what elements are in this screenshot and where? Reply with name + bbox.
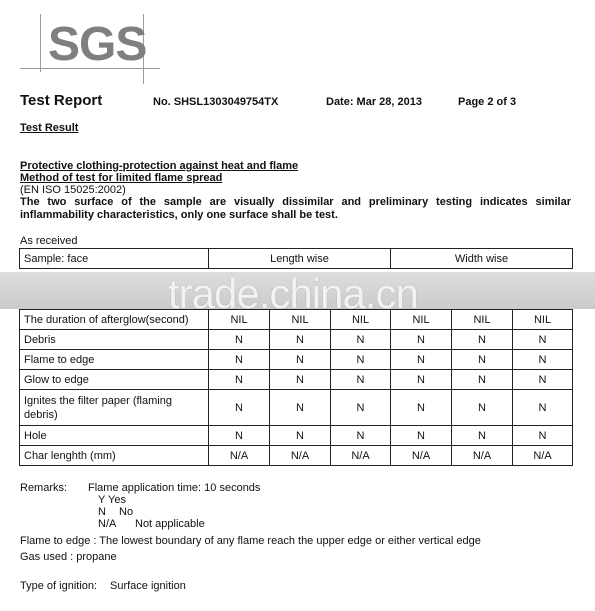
section-title: Test Result	[20, 122, 79, 134]
result-cell: N	[452, 350, 513, 370]
result-cell: N/A	[513, 446, 573, 466]
result-cell: NIL	[209, 310, 270, 330]
result-cell: N	[331, 426, 391, 446]
remarks-text: Flame application time: 10 seconds	[88, 482, 261, 494]
test-description: The two surface of the sample are visually dissimilar and preliminary testing indicates similar inflammability characteristics, only one surface shall be test.	[20, 196, 571, 221]
result-cell: N	[270, 330, 331, 350]
table-row	[20, 426, 573, 446]
table-row	[20, 249, 573, 269]
result-cell: N	[331, 350, 391, 370]
table-row	[20, 310, 573, 330]
results-table	[19, 309, 573, 466]
table-row	[20, 330, 573, 350]
result-cell: N	[452, 370, 513, 390]
result-cell: N/A	[452, 446, 513, 466]
result-cell: NIL	[270, 310, 331, 330]
legend-yes	[98, 494, 126, 506]
logo-line	[40, 14, 41, 72]
ignition-value: Surface ignition	[110, 580, 186, 592]
remarks-label: Remarks:	[20, 482, 68, 494]
result-cell: N	[391, 370, 452, 390]
result-cell: N	[331, 390, 391, 426]
result-cell: N	[209, 350, 270, 370]
logo-text: SGS	[48, 18, 147, 71]
row-label: Debris	[20, 330, 209, 350]
standard-code: (EN ISO 15025:2002)	[20, 184, 126, 196]
table-row	[20, 350, 573, 370]
width-wise-header: Width wise	[391, 249, 573, 269]
gas-used: Gas used : propane	[20, 551, 117, 563]
report-date: Date: Mar 28, 2013	[326, 96, 422, 108]
result-cell: N	[331, 330, 391, 350]
result-cell: N	[270, 426, 331, 446]
result-cell: N	[331, 370, 391, 390]
result-cell: N	[270, 350, 331, 370]
legend-code: N	[98, 506, 106, 518]
row-label: Flame to edge	[20, 350, 209, 370]
results-table-header	[19, 248, 573, 269]
result-cell: N/A	[209, 446, 270, 466]
sgs-logo	[20, 14, 160, 76]
result-cell: N	[513, 330, 573, 350]
result-cell: N	[270, 370, 331, 390]
table-row	[20, 370, 573, 390]
legend-meaning: No	[119, 506, 134, 518]
result-cell: N	[452, 426, 513, 446]
table-row	[20, 390, 573, 426]
result-cell: NIL	[331, 310, 391, 330]
legend-code: N/A	[98, 518, 117, 530]
report-number: No. SHSL1303049754TX	[153, 96, 279, 108]
result-cell: N	[270, 390, 331, 426]
page-indicator: Page 2 of 3	[458, 96, 517, 108]
row-label: Glow to edge	[20, 370, 209, 390]
result-cell: N	[391, 350, 452, 370]
report-title: Test Report	[20, 92, 103, 109]
result-cell: N	[209, 330, 270, 350]
result-cell: N	[513, 350, 573, 370]
result-cell: N	[391, 390, 452, 426]
row-label: Hole	[20, 426, 209, 446]
result-cell: N	[391, 426, 452, 446]
ignition-label: Type of ignition:	[20, 580, 98, 592]
result-cell: N	[391, 330, 452, 350]
method-title: Method of test for limited flame spread	[20, 172, 223, 184]
result-cell: N	[209, 370, 270, 390]
result-cell: N	[452, 330, 513, 350]
sample-header: Sample: face	[20, 249, 209, 269]
standard-title: Protective clothing-protection against heat and flame	[20, 160, 299, 172]
length-wise-header: Length wise	[209, 249, 391, 269]
result-cell: N	[209, 426, 270, 446]
watermark: trade.china.cn	[168, 270, 418, 317]
table-row	[20, 446, 573, 466]
legend-meaning: Yes	[108, 494, 126, 506]
result-cell: N	[513, 370, 573, 390]
result-cell: NIL	[391, 310, 452, 330]
result-cell: N	[452, 390, 513, 426]
result-cell: NIL	[452, 310, 513, 330]
result-cell: N	[513, 426, 573, 446]
result-cell: NIL	[513, 310, 573, 330]
flame-to-edge-definition: Flame to edge : The lowest boundary of any flame reach the upper edge or either vertical edge	[20, 535, 481, 547]
legend-code: Y	[98, 494, 106, 506]
result-cell: N/A	[270, 446, 331, 466]
result-cell: N	[513, 390, 573, 426]
as-received-label: As received	[20, 235, 78, 247]
result-cell: N	[209, 390, 270, 426]
legend-meaning: Not applicable	[135, 518, 205, 530]
row-label: The duration of afterglow(second)	[20, 310, 209, 330]
row-label: Ignites the filter paper (flaming debris)	[20, 390, 209, 426]
row-label: Char lenghth (mm)	[20, 446, 209, 466]
result-cell: N/A	[331, 446, 391, 466]
result-cell: N/A	[391, 446, 452, 466]
